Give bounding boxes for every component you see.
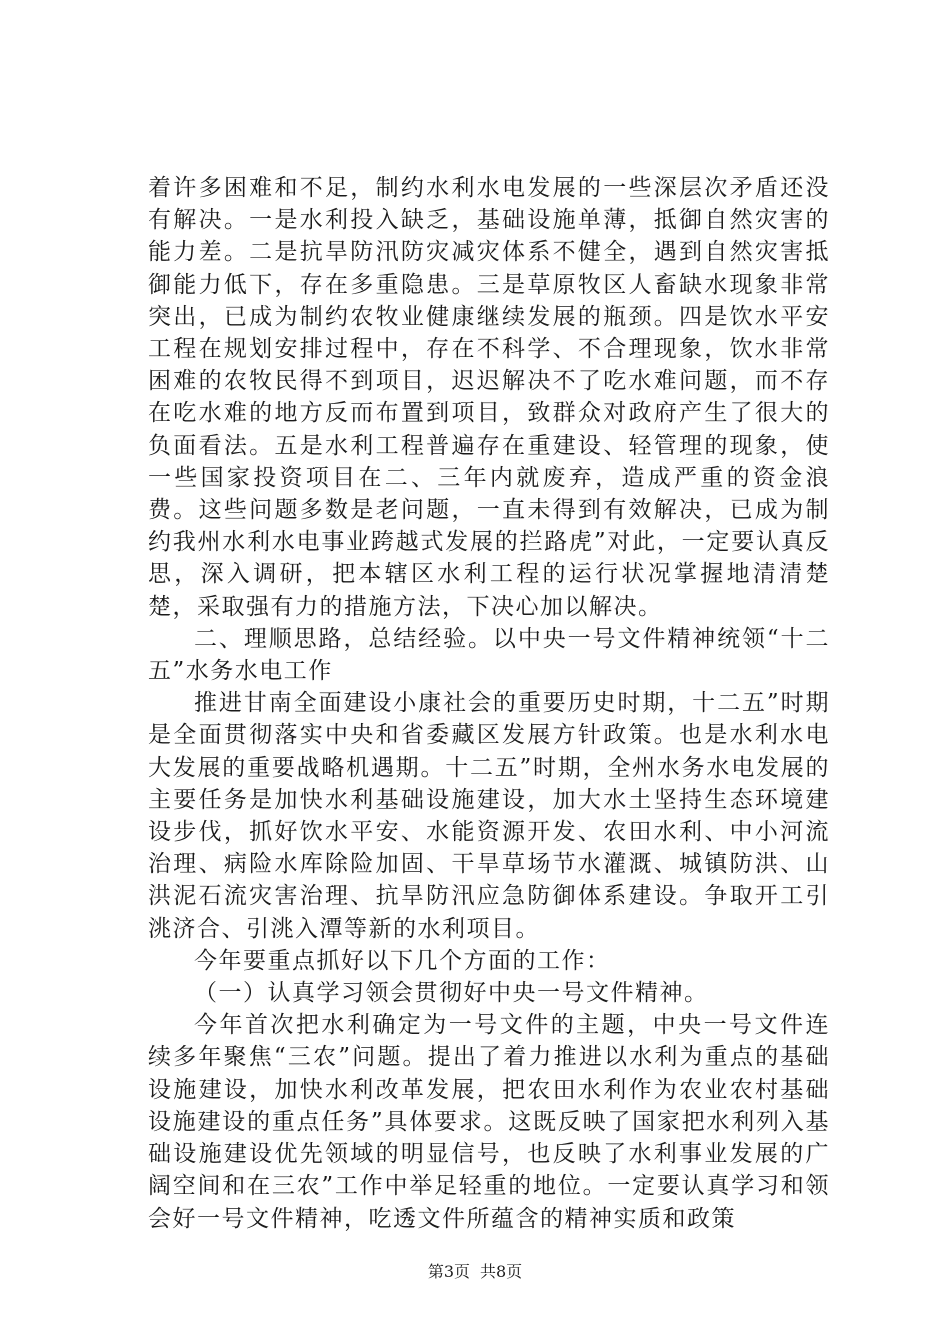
document-body	[148, 172, 830, 1235]
paragraph-heading-two: 二、理顺思路，总结经验。以中央一号文件精神统领“十二五”水务水电工作	[148, 625, 830, 685]
paragraph-document-one: 今年首次把水利确定为一号文件的主题，中央一号文件连续多年聚焦“三农”问题。提出了着力推进以水利为重点的基础设施建设，加快水利改革发展，把农田水利作为农业农村基础设施建设的重点任务”具体要求。这既反映了国家把水利列入基础设施建设优先领域的明显信号，也反映了水利事业发展的广阔空间和在三农”工作中举足轻重的地位。一定要认真学习和领会好一号文件精神，吃透文件所蕴含的精神实质和政策	[148, 1012, 830, 1232]
page-total: 共8页	[480, 1262, 523, 1281]
paragraph-sub-heading-one: （一）认真学习领会贯彻好中央一号文件精神。	[194, 980, 709, 1007]
paragraph-this-year-focus: 今年要重点抓好以下几个方面的工作：	[194, 947, 611, 974]
paragraph-twelfth-five-year: 推进甘南全面建设小康社会的重要历史时期，十二五”时期是全面贯彻落实中央和省委藏区发展方针政策。也是水利水电大发展的重要战略机遇期。十二五”时期，全州水务水电发展的主要任务是加快水利基础设施建设，加大水土坚持生态环境建设步伐，抓好饮水平安、水能资源开发、农田水利、中小河流治理、病险水库除险加固、干旱草场节水灌溉、城镇防洪、山洪泥石流灾害治理、抗旱防汛应急防御体系建设。争取开工引洮济合、引洮入潭等新的水利项目。	[148, 690, 830, 942]
page-number: 第3页	[427, 1262, 470, 1281]
paragraph-continuation-problems: 着许多困难和不足，制约水利水电发展的一些深层次矛盾还没有解决。一是水利投入缺乏，基础设施单薄，抵御自然灾害的能力差。二是抗旱防汛防灾减灾体系不健全，遇到自然灾害抵御能力低下，存在多重隐患。三是草原牧区人畜缺水现象非常突出，已成为制约农牧业健康继续发展的瓶颈。四是饮水平安工程在规划安排过程中，存在不科学、不合理现象，饮水非常困难的农牧民得不到项目，迟迟解决不了吃水难问题，而不存在吃水难的地方反而布置到项目，致群众对政府产生了很大的负面看法。五是水利工程普遍存在重建设、轻管理的现象，使一些国家投资项目在二、三年内就废弃，造成严重的资金浪费。这些问题多数是老问题，一直未得到有效解决，已成为制约我州水利水电事业跨越式发展的拦路虎”对此，一定要认真反思，深入调研，把本辖区水利工程的运行状况掌握地清清楚楚，采取强有力的措施方法，下决心加以解决。	[148, 175, 830, 620]
page-footer	[0, 1262, 950, 1282]
